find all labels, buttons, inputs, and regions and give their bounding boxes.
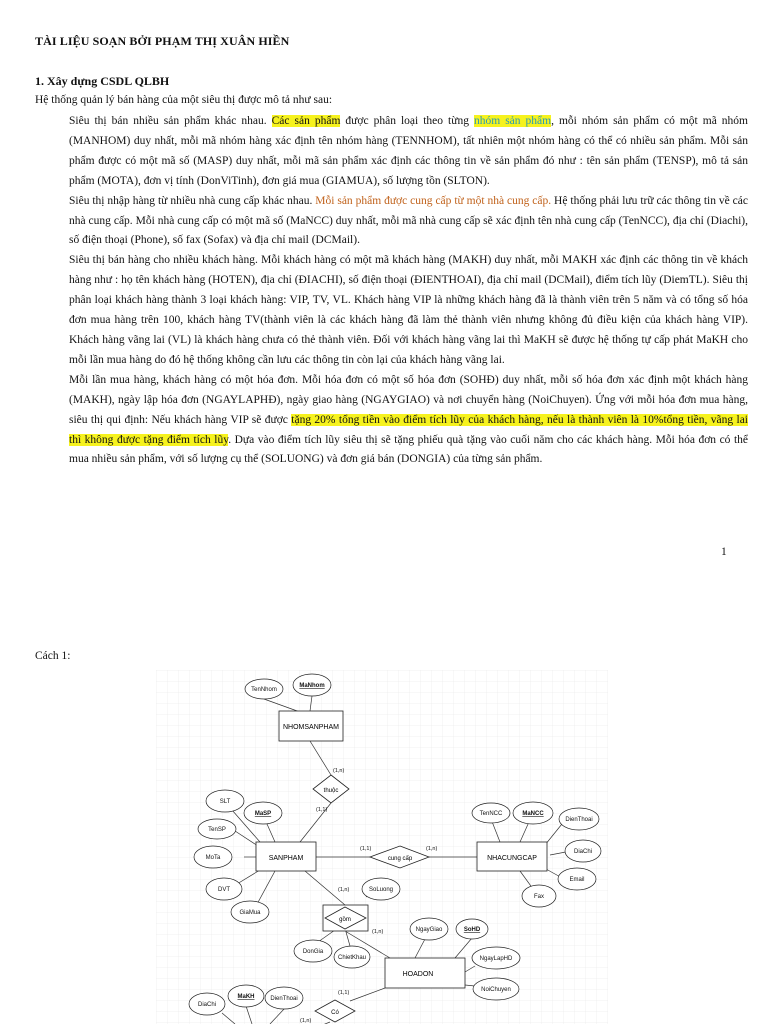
text-run: được phân loại theo từng (340, 115, 474, 127)
attribute-tenncc: TenNCC (479, 811, 503, 817)
attribute-mota: MoTa (205, 855, 221, 861)
relationship-label: Có (331, 1010, 339, 1016)
bullet-icon (48, 197, 56, 205)
highlight: Các sản phẩm (271, 115, 341, 127)
requirements-list (48, 112, 748, 470)
entity-sanpham (256, 842, 316, 871)
list-item (48, 251, 748, 370)
relationship-label: gồm (339, 917, 351, 923)
er-diagram (156, 670, 608, 1024)
attribute-key-sohd: SoHD (463, 927, 481, 933)
attribute-key-makh: MaKH (237, 994, 255, 1000)
attribute-fax: Fax (533, 894, 545, 900)
document-title: TÀI LIỆU SOẠN BỞI PHẠM THỊ XUÂN HIỀN (35, 34, 290, 48)
cardinality-label: (1,n) (338, 887, 350, 893)
list-item (48, 371, 748, 471)
attribute-giamua: GiaMua (239, 910, 261, 916)
cardinality-label: (1,n) (372, 929, 384, 935)
entity-label: NHOMSANPHAM (282, 724, 340, 731)
attribute-tensp: TenSP (208, 827, 226, 833)
entity-nhomsanpham (279, 711, 343, 741)
attribute-key-mancc: MaNCC (522, 811, 544, 817)
relationship-label: thuộc (323, 788, 339, 794)
entity-label: NHACUNGCAP (487, 855, 537, 862)
highlight: nhóm sản phẩm (473, 115, 552, 127)
attribute-tennhom: TenNhom (251, 687, 277, 693)
bullet-icon (48, 376, 56, 384)
text-run: , mỗi nhóm sản phẩm có một mã nhóm (MANHOM) duy nhất, mỗi mã nhóm hàng xác định tên nhóm hàng (TENNHOM), tất nhiên một nhóm hàng có thể có nhiều sản phẩm. Mỗi sản phẩm được có một mã số (MASP) duy nhất, mỗi mã sản phẩm xác định các thông tin về sản phẩm đó như : tên sản phẩm (TENSP), mô tả sản phẩm (MOTA), đơn vị tính (DonViTinh), đơn giá mua (GIAMUA), số lượng tồn (SLTON). (69, 115, 749, 187)
text-run: Mỗi lần mua hàng, khách hàng có một hóa đơn. Mỗi hóa đơn có một số hóa đơn (SOHĐ) duy nhất, mỗi số hóa đơn xác định một khách hàng (MAKH), ngày lập hóa đơn (NGAYLAPHĐ), ngày giao hàng (NGAYGIAO) và nơi chuyển hàng (NoiChuyen). Ứng với mỗi hóa đơn mua hàng, siêu thị qui định: Nếu khách hàng VIP sẽ được (69, 373, 748, 426)
attribute-dvt: DVT (218, 887, 230, 893)
relationship-gom (323, 905, 368, 931)
attribute-email: Email (569, 877, 585, 883)
attribute-key-masp: MaSP (254, 811, 272, 817)
attribute-soluong: SoLuong (368, 887, 394, 893)
cardinality-label: (1,n) (300, 1018, 312, 1024)
colored-text: Mỗi sản phẩm được cung cấp từ một nhà cung cấp. (315, 194, 552, 207)
text-run: Hệ thống phải lưu trữ các thông tin về các nhà cung cấp. Mỗi nhà cung cấp có một mã số (MaNCC) duy nhất, mỗi mã nhà cung cấp sẽ xác định tên nhà cung cấp (TenNCC), địa chỉ (Diachi), số điện thoại (Phone), số fax (Sofax) và địa chỉ mail (DCMail). (69, 194, 748, 247)
section-heading: 1. Xây dựng CSDL QLBH (35, 74, 170, 88)
attribute-dongia: DonGia (302, 949, 324, 955)
attribute-ngaylaphd: NgayLapHD (479, 956, 513, 962)
attribute-slt: SLT (219, 799, 231, 805)
text-run: Siêu thị nhập hàng từ nhiều nhà cung cấp khác nhau. (69, 194, 316, 207)
list-item (48, 192, 748, 252)
page-number: 1 (721, 546, 727, 558)
cardinality-label: (1,n) (426, 846, 438, 852)
cardinality-label: (1,1) (316, 807, 328, 813)
entity-nhacungcap (477, 842, 547, 871)
entity-label: HOADON (402, 971, 434, 978)
relationship-label: cung cấp (387, 856, 413, 862)
list-item (48, 112, 748, 192)
bullet-icon (48, 117, 56, 125)
attribute-ngaygiao: NgayGiao (415, 927, 443, 933)
cardinality-label: (1,1) (338, 990, 350, 996)
attribute-key-manhom: MaNhom (299, 683, 325, 689)
text-run: Siêu thị bán nhiều sản phẩm khác nhau. (69, 115, 272, 127)
intro-paragraph: Hệ thống quản lý bán hàng của một siêu thị được mô tả như sau: (35, 94, 333, 106)
bullet-icon (48, 256, 56, 264)
method-label: Cách 1: (35, 650, 71, 662)
text-run: Siêu thị bán hàng cho nhiều khách hàng. Mỗi khách hàng có một mã khách hàng (MAKH) duy nhất, mỗi MAKH xác định các thông tin về khách hàng như : họ tên khách hàng (HOTEN), địa chỉ (ĐIACHI), số điện thoại (ĐIENTHOAI), địa chỉ mail (DCMail), điểm tích lũy (DiemTL). Siêu thị phân loại khách hàng thành 3 loại khách hàng: VIP, TV, VL. Khách hàng VIP là những khách hàng đã là thành viên trên 5 năm và có tổng số hóa đơn mua hàng trên 100, khách hàng TV(thành viên là các khách hàng đã làm thẻ thành viên nhưng không đủ điều kiện của khách hàng VIP). Khách hàng vãng lai (VL) là khách hàng chưa có thẻ thành viên. Đối với khách hàng vãng lai thì MaKH sẽ được hệ thống tự cấp phát MaKH cho mỗi lần mua hàng do đó hệ thống không cần lưu các thông tin còn lại của khách hàng vãng lai. (69, 254, 748, 366)
entity-hoadon (385, 958, 465, 988)
text-run: . Dựa vào điểm tích lũy siêu thị sẽ tặng phiếu quà tặng vào cuối năm cho các khách hàng. Mỗi hóa đơn có thể mua nhiều sản phẩm, với số lượng cụ thể (SOLUONG) và đơn giá bán (DONGIA) của từng sản phẩm. (69, 433, 749, 466)
attribute-diachi-ncc: DiaChi (573, 849, 593, 855)
attribute-dienthoai-kh: DienThoai (270, 996, 298, 1002)
attribute-diachi-kh: DiaChi (197, 1002, 217, 1008)
attribute-dienthoai-ncc: DienThoai (565, 817, 593, 823)
cardinality-label: (1,n) (333, 768, 345, 774)
highlight: tặng 20% tổng tiền vào điểm tích lũy của khách hàng, nếu là thành viên là 10%tổng tiền, vãng lai thì không được tặng điểm tích lũy (69, 413, 748, 446)
attribute-noichuyen: NoiChuyen (481, 987, 511, 993)
entity-label: SANPHAM (268, 855, 304, 862)
cardinality-label: (1,1) (360, 846, 372, 852)
attribute-chietkhau: ChietKhau (337, 955, 367, 961)
